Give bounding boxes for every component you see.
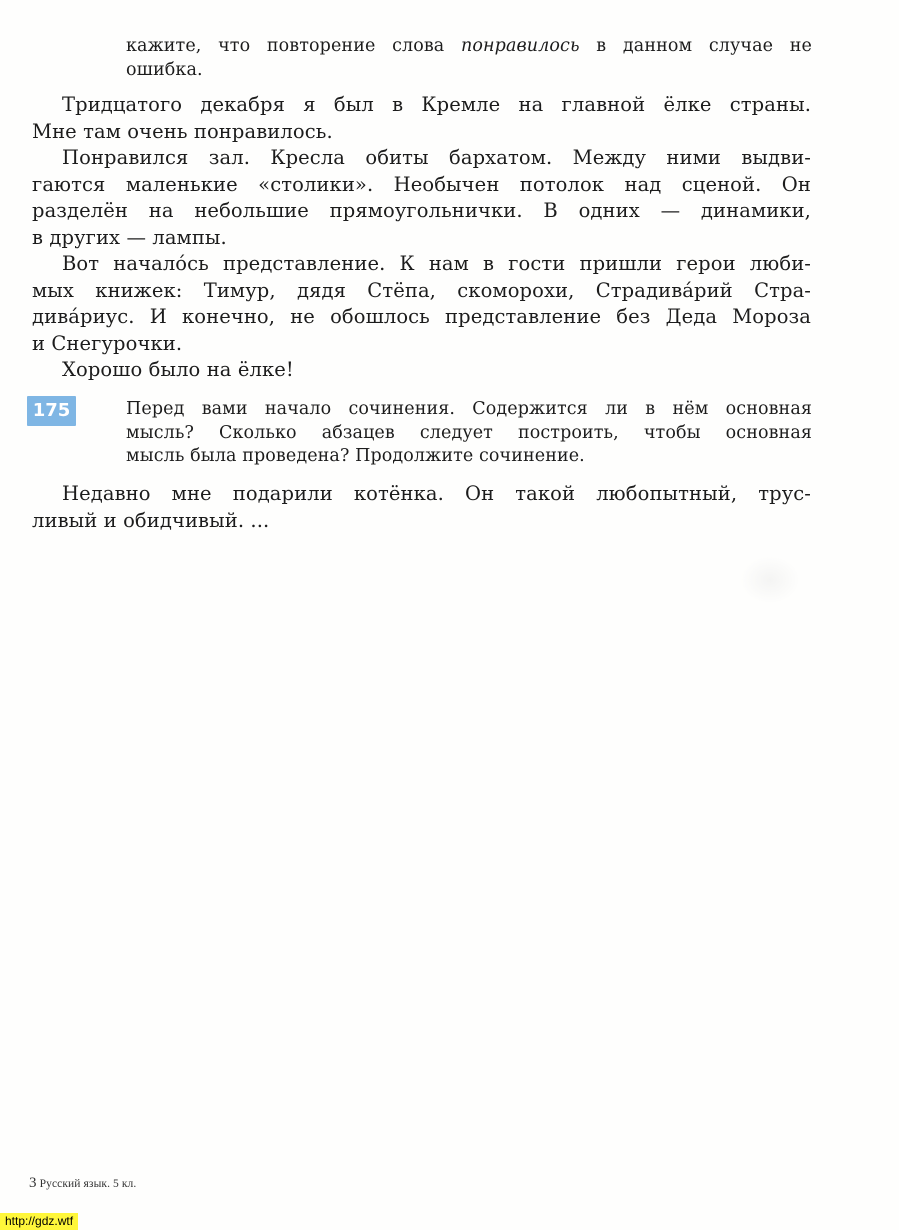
- continuation-text-after: в данном случае не: [579, 36, 812, 56]
- text-line: ливый и обидчивый. ...: [32, 508, 270, 532]
- text-line: Мне там очень понравилось.: [32, 119, 333, 143]
- text-line: Понравился зал. Кресла обиты бархатом. Между ними выдви-: [62, 146, 811, 169]
- scan-smudge: [740, 556, 800, 604]
- essay-paragraph-1: [32, 92, 811, 145]
- text-line: Вот начало́сь представление. К нам в гости пришли герои люби-: [62, 252, 811, 275]
- signature-text: Русский язык. 5 кл.: [39, 1178, 137, 1190]
- text-line: мых книжек: Тимур, дядя Стёпа, скоморохи, Страдива́рий Стра-: [32, 278, 811, 302]
- text-line: Недавно мне подарили котёнка. Он такой любопытный, трус-: [62, 482, 811, 505]
- text-line: разделён на небольшие прямоугольнички. В одних — динамики,: [32, 199, 811, 222]
- essay-beginning: [32, 481, 811, 534]
- continuation-text-before: кажите, что повторение слова: [126, 36, 462, 56]
- task-line: Перед вами начало сочинения. Содержится ли в нём основная: [126, 399, 812, 419]
- essay-paragraph-3: [32, 251, 811, 357]
- italic-word: понравилось: [461, 36, 580, 56]
- exercise-number-badge: 175: [27, 396, 76, 426]
- signature-number: 3: [29, 1175, 37, 1191]
- exercise-continuation: [126, 35, 812, 82]
- exercise-task: [126, 398, 812, 469]
- text-line: Тридцатого декабря я был в Кремле на главной ёлке страны.: [62, 93, 811, 116]
- continuation-line-1: [126, 35, 812, 59]
- task-line: мысль была проведена? Продолжите сочинение.: [126, 446, 585, 466]
- text-line: Хорошо было на ёлке!: [62, 358, 294, 381]
- page-signature: [29, 1175, 136, 1192]
- essay-paragraph-4: [32, 357, 811, 384]
- essay-paragraph-2: [32, 145, 811, 251]
- continuation-line-2: ошибка.: [126, 59, 203, 80]
- text-line: гаются маленькие «столики». Необычен потолок над сценой. Он: [32, 172, 811, 196]
- text-line: и Снегурочки.: [32, 331, 183, 355]
- task-line: мысль? Сколько абзацев следует построить, чтобы основная: [126, 422, 812, 443]
- watermark-link[interactable]: http://gdz.wtf: [0, 1213, 78, 1230]
- text-line: в других — лампы.: [32, 225, 227, 249]
- text-line: дива́риус. И конечно, не обошлось представление без Деда Мороза: [32, 305, 811, 328]
